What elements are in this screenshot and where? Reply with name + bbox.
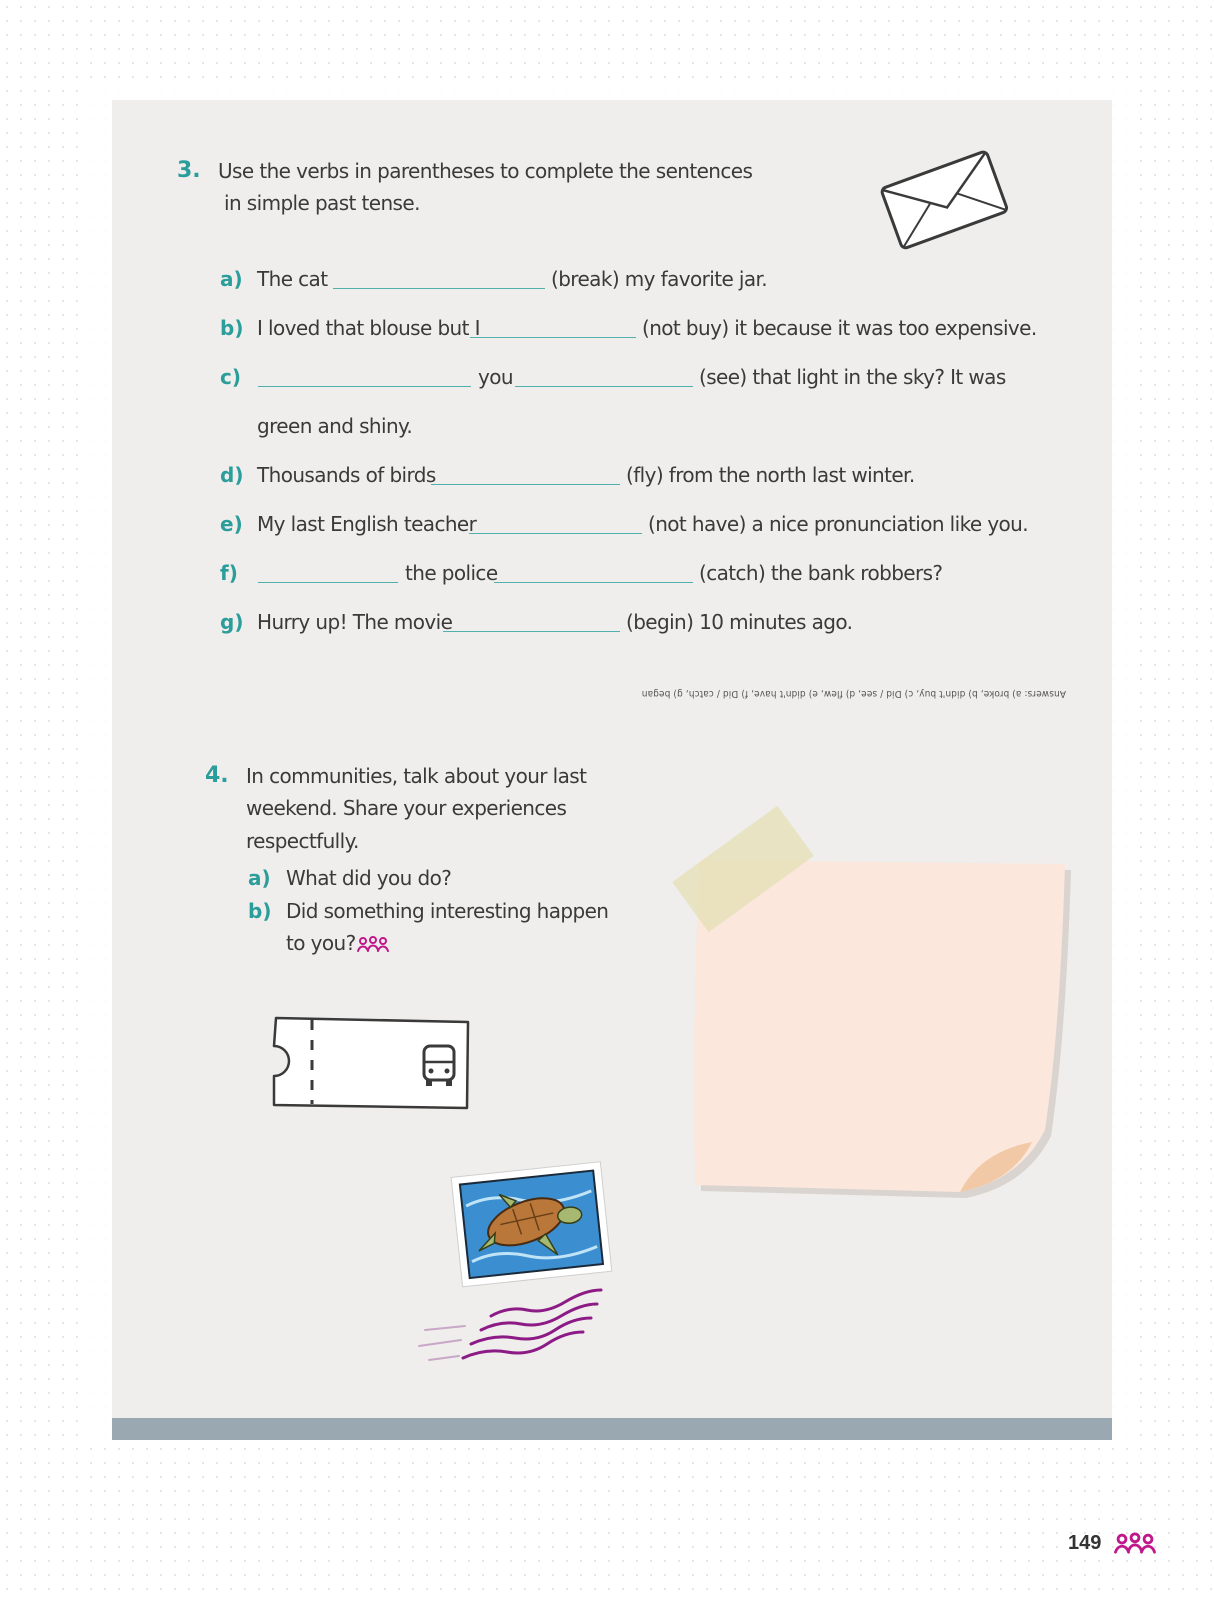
sticky-note xyxy=(660,790,1080,1210)
community-icon xyxy=(1112,1530,1158,1556)
item-f-text-middle: the police xyxy=(405,561,498,585)
item-b-text-before: I loved that blouse but I xyxy=(257,316,480,340)
item-c-blank-2[interactable] xyxy=(515,386,693,387)
item-a-blank[interactable] xyxy=(333,288,545,289)
community-icon xyxy=(356,934,390,954)
item-d-blank[interactable] xyxy=(431,484,620,485)
exercise-4-line1: In communities, talk about your last xyxy=(246,764,587,788)
item-b-blank[interactable] xyxy=(470,337,636,338)
question-a-label: a) xyxy=(248,866,271,890)
item-g-blank[interactable] xyxy=(443,631,620,632)
item-e-text-after: (not have) a nice pronunciation like you. xyxy=(648,512,1029,536)
item-c-text-line2: green and shiny. xyxy=(257,414,413,438)
item-g-text-after: (begin) 10 minutes ago. xyxy=(626,610,853,634)
question-a-text: What did you do? xyxy=(286,866,452,890)
envelope-icon xyxy=(872,146,1017,252)
item-f-text-after: (catch) the bank robbers? xyxy=(699,561,943,585)
exercise-3-instruction-line2: in simple past tense. xyxy=(224,191,420,215)
item-e-label: e) xyxy=(220,512,243,536)
item-e-text-before: My last English teacher xyxy=(257,512,477,536)
item-f-label: f) xyxy=(220,561,238,585)
exercise-4-line2: weekend. Share your experiences xyxy=(246,796,567,820)
item-c-text-after: (see) that light in the sky? It was xyxy=(699,365,1006,389)
exercise-3-instruction-line1: Use the verbs in parentheses to complete the sentences xyxy=(218,159,753,183)
item-a-label: a) xyxy=(220,267,243,291)
bus-ticket-icon xyxy=(268,1010,474,1114)
item-f-blank-1[interactable] xyxy=(258,582,398,583)
item-a-text-after: (break) my favorite jar. xyxy=(551,267,768,291)
item-f-blank-2[interactable] xyxy=(494,582,693,583)
turtle-stamp xyxy=(405,1160,637,1372)
panel-bottom-bar xyxy=(112,1418,1112,1440)
question-b-text-line2: to you? xyxy=(286,931,356,955)
question-b-label: b) xyxy=(248,899,272,923)
item-c-label: c) xyxy=(220,365,241,389)
item-b-text-after: (not buy) it because it was too expensive. xyxy=(642,316,1037,340)
exercise-4-number: 4. xyxy=(205,763,229,788)
item-c-text-middle: you xyxy=(478,365,513,389)
item-b-label: b) xyxy=(220,316,244,340)
answer-key: Answers: a) broke, b) didn't buy, c) Did / see, d) flew, e) didn't have, f) Did / catch, g) began xyxy=(641,688,1066,699)
item-e-blank[interactable] xyxy=(469,533,642,534)
item-g-label: g) xyxy=(220,610,244,634)
question-b-text-line1: Did something interesting happen xyxy=(286,899,609,923)
item-g-text-before: Hurry up! The movie xyxy=(257,610,453,634)
item-c-blank-1[interactable] xyxy=(258,386,471,387)
item-d-label: d) xyxy=(220,463,244,487)
item-d-text-before: Thousands of birds xyxy=(257,463,436,487)
exercise-3-number: 3. xyxy=(177,158,201,183)
item-a-text-before: The cat xyxy=(257,267,328,291)
exercise-4-line3: respectfully. xyxy=(246,829,359,853)
page-number: 149 xyxy=(1068,1532,1102,1554)
item-d-text-after: (fly) from the north last winter. xyxy=(626,463,915,487)
